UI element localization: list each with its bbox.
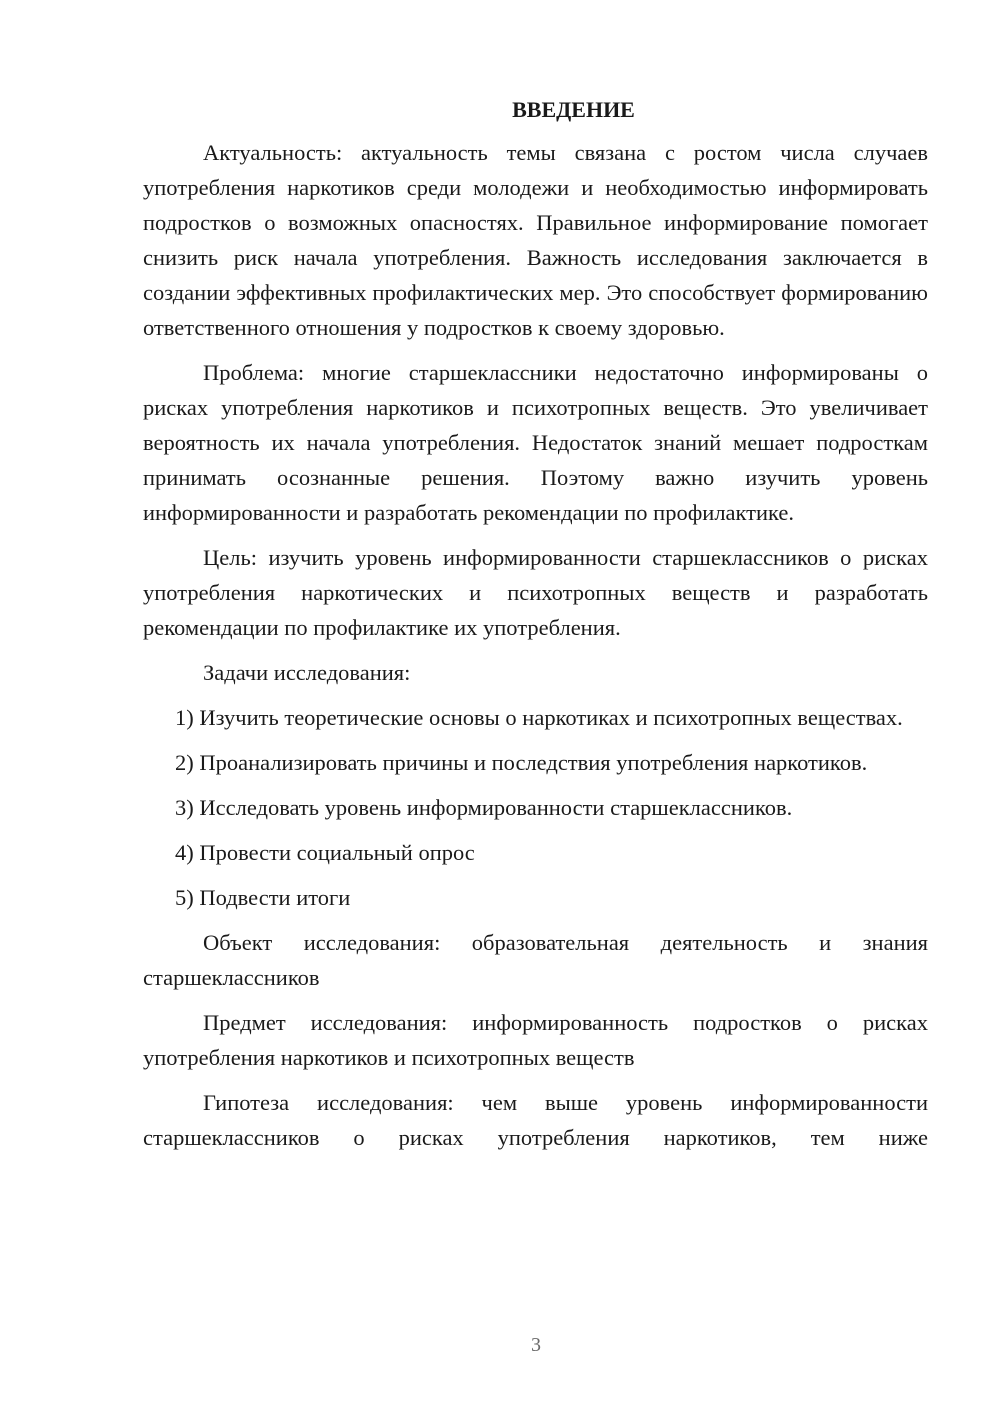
paragraph-subject: Предмет исследования: информированность подростков о рисках употребления наркотиков и психотропных веществ: [143, 1010, 928, 1070]
list-item-task-5: 5) Подвести итоги: [175, 885, 351, 910]
list-item-task-1: 1) Изучить теоретические основы о наркотиках и психотропных веществах.: [175, 705, 903, 730]
list-item-task-2: 2) Проанализировать причины и последствия употребления наркотиков.: [175, 750, 868, 775]
paragraph-hypothesis: Гипотеза исследования: чем выше уровень информированности старшеклассников о рисках употребления наркотиков, тем ниже: [143, 1090, 928, 1150]
list-item-task-3: 3) Исследовать уровень информированности старшеклассников.: [175, 795, 793, 820]
paragraph-object: Объект исследования: образовательная деятельность и знания старшеклассников: [143, 930, 928, 990]
paragraph-goal: Цель: изучить уровень информированности старшеклассников о рисках употребления наркотических и психотропных веществ и разработать рекомендации по профилактике их употребления.: [143, 545, 928, 640]
paragraph-relevance: Актуальность: актуальность темы связана с ростом числа случаев употребления наркотиков среди молодежи и необходимостью информировать подростков о возможных опасностях. Правильное информирование помогает снизить риск начала употребления. Важность исследования заключается в создании эффективных профилактических мер. Это способствует формированию ответственного отношения у подростков к своему здоровью.: [143, 140, 928, 340]
paragraph-problem: Проблема: многие старшеклассники недостаточно информированы о рисках употребления наркотиков и психотропных веществ. Это увеличивает вероятность их начала употребления. Недостаток знаний мешает подросткам принимать осознанные решения. Поэтому важно изучить уровень информированности и разработать рекомендации по профилактике.: [143, 360, 928, 525]
page-content: [143, 92, 928, 1155]
paragraph-tasks-title: Задачи исследования:: [203, 660, 411, 685]
page-number: 3: [531, 1334, 541, 1356]
section-heading: ВВЕДЕНИЕ: [512, 97, 635, 122]
list-item-task-4: 4) Провести социальный опрос: [175, 840, 475, 865]
